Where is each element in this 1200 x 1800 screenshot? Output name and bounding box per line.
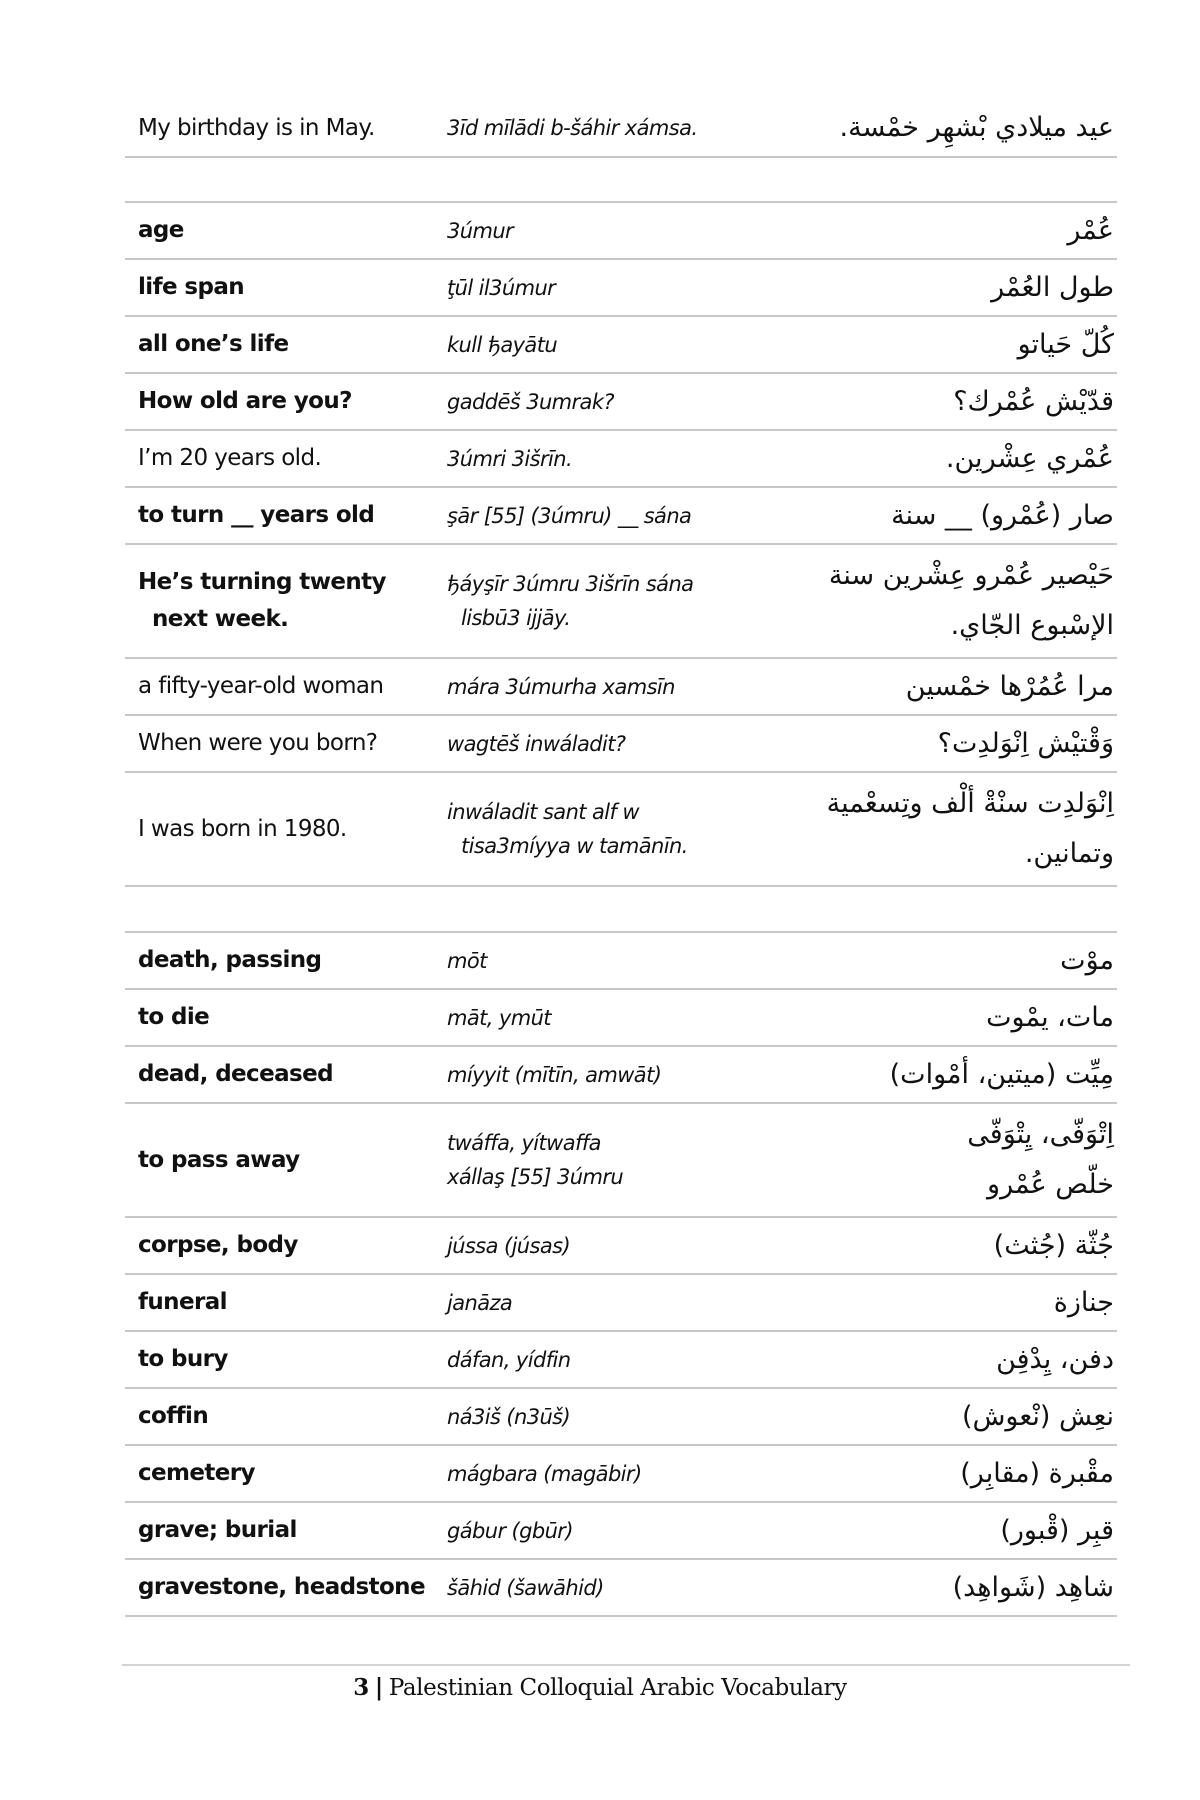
table-row — [125, 488, 1117, 545]
transliteration-cell — [447, 1343, 787, 1377]
arabic-cell — [787, 1221, 1117, 1271]
transliteration-line: ђáyşīr 3úmru 3išrīn sána — [447, 572, 694, 596]
transliteration-cell — [447, 1058, 787, 1092]
arabic-line: مِيِّت (ميتين، أمْوات) — [889, 1058, 1114, 1090]
transliteration-cell — [447, 328, 787, 362]
english-line: next week. — [152, 606, 289, 632]
arabic-line: اِنْوَلدِت سنْةْ ألْف وتِسعْمية — [826, 788, 1114, 819]
table-row — [125, 990, 1117, 1047]
transliteration-line: xállaş [55] 3úmru — [447, 1165, 624, 1189]
table-row — [125, 317, 1117, 374]
transliteration-cell — [447, 1001, 787, 1035]
english-line: He’s turning twenty — [138, 569, 386, 595]
english-cell: grave; burial — [138, 1517, 297, 1543]
transliteration-cell — [447, 795, 787, 863]
arabic-line: وتمانين. — [1024, 838, 1114, 869]
arabic-line: جُثّة (جُثث) — [993, 1229, 1114, 1261]
transliteration-cell — [447, 271, 787, 305]
table-row — [125, 1218, 1117, 1275]
transliteration-line: janāza — [447, 1290, 513, 1315]
arabic-line: وَقْتيْش اِنْوَلدِت؟ — [937, 727, 1114, 759]
arabic-cell — [787, 1449, 1117, 1499]
transliteration-line: inwáladit sant alf w — [447, 800, 639, 824]
table-row — [125, 431, 1117, 488]
arabic-line: عُمْر — [1067, 214, 1114, 246]
transliteration-line: gaddēš 3umrak? — [447, 389, 614, 414]
arabic-cell — [787, 719, 1117, 769]
transliteration-cell — [447, 385, 787, 419]
transliteration-line: 3úmri 3išrīn. — [447, 446, 573, 471]
arabic-line: قدّيْش عُمْرك؟ — [953, 385, 1114, 417]
table-row — [125, 716, 1117, 773]
transliteration-cell — [447, 214, 787, 248]
english-cell: How old are you? — [138, 388, 352, 414]
arabic-cell: عيد ميلادي بْشهِر خمْسة. — [839, 112, 1114, 143]
transliteration-cell — [447, 1571, 787, 1605]
arabic-line: مرا عُمُرْها خمْسين — [905, 670, 1114, 702]
arabic-line: حَيْصير عُمْرو عِشْرين سنة — [828, 560, 1114, 591]
table-row — [125, 1104, 1117, 1218]
transliteration-line: jússa (júsas) — [447, 1233, 571, 1258]
transliteration-cell — [447, 1514, 787, 1548]
english-cell: gravestone, headstone — [138, 1574, 425, 1600]
arabic-line: عُمْري عِشْرين. — [945, 442, 1114, 474]
arabic-line: كُلّ حَياتو — [1017, 328, 1114, 360]
english-cell: corpse, body — [138, 1232, 298, 1258]
english-cell: coffin — [138, 1403, 209, 1429]
arabic-cell — [787, 263, 1117, 313]
transliteration-cell — [447, 944, 787, 978]
death-vocabulary-table — [125, 931, 1117, 1617]
page-number: 3 — [353, 1674, 369, 1701]
footer-divider — [122, 1664, 1130, 1666]
arabic-cell — [787, 320, 1117, 370]
transliteration-cell — [447, 1126, 787, 1194]
english-cell: to die — [138, 1004, 210, 1030]
transliteration-cell — [447, 1457, 787, 1491]
english-cell: age — [138, 217, 184, 243]
arabic-line: نعِش (نْعوش) — [961, 1400, 1114, 1432]
transliteration-cell — [447, 1400, 787, 1434]
arabic-line: اِتْوَفّى، يِتْوَفّى — [967, 1119, 1114, 1150]
english-cell: death, passing — [138, 947, 322, 973]
arabic-cell — [787, 993, 1117, 1043]
table-row — [125, 773, 1117, 887]
arabic-line: شاهِد (شَواهِد) — [952, 1571, 1114, 1603]
table-row — [125, 545, 1117, 659]
english-cell: a fifty-year-old woman — [138, 673, 384, 699]
transliteration-line: twáffa, yítwaffa — [447, 1131, 601, 1155]
arabic-line: طول العُمْر — [991, 271, 1114, 303]
arabic-cell — [787, 377, 1117, 427]
transliteration-line: şār [55] (3úmru) __ sána — [447, 503, 692, 528]
english-cell: I’m 20 years old. — [138, 445, 322, 471]
arabic-cell — [787, 206, 1117, 256]
arabic-line: الإسْبوع الجّاي. — [950, 610, 1114, 641]
transliteration-line: lisbū3 ijjāy. — [461, 606, 571, 630]
arabic-line: قبِر (قْبور) — [1000, 1514, 1114, 1546]
transliteration-line: tisa3míyya w tamānīn. — [461, 834, 688, 858]
arabic-cell — [787, 434, 1117, 484]
transliteration-cell — [447, 727, 787, 761]
footer-separator: | — [374, 1674, 383, 1701]
transliteration-line: ná3iš (n3ūš) — [447, 1404, 571, 1429]
english-cell: dead, deceased — [138, 1061, 333, 1087]
arabic-line: خلّص عُمْرو — [987, 1169, 1114, 1200]
arabic-cell — [787, 1110, 1117, 1210]
transliteration-line: 3úmur — [447, 218, 514, 243]
table-row — [125, 1332, 1117, 1389]
transliteration-line: kull ђayātu — [447, 332, 558, 357]
english-cell: to pass away — [138, 1146, 300, 1173]
arabic-line: صار (عُمْرو) __ سنة — [891, 499, 1114, 531]
table-row — [125, 100, 1117, 158]
arabic-cell — [787, 1563, 1117, 1613]
table-row — [125, 1560, 1117, 1617]
arabic-line: مقْبرة (مقابِر) — [960, 1457, 1114, 1489]
arabic-line: جنازة — [1053, 1286, 1114, 1318]
book-title: Palestinian Colloquial Arabic Vocabulary — [388, 1675, 847, 1701]
transliteration-line: māt, ymūt — [447, 1005, 551, 1030]
arabic-cell — [787, 1335, 1117, 1385]
page-footer — [0, 1672, 1200, 1704]
age-vocabulary-table — [125, 201, 1117, 887]
table-row — [125, 1389, 1117, 1446]
table-row — [125, 933, 1117, 990]
table-row — [125, 1503, 1117, 1560]
transliteration-line: wagtēš inwáladit? — [447, 731, 626, 756]
arabic-line: موْت — [1060, 944, 1114, 976]
arabic-line: مات، يمْوت — [986, 1001, 1114, 1033]
english-cell — [125, 564, 447, 638]
transliteration-cell: 3īd mīlādi b-šáhir xámsa. — [447, 116, 698, 140]
arabic-cell — [787, 491, 1117, 541]
table-row — [125, 260, 1117, 317]
transliteration-cell — [447, 442, 787, 476]
english-cell: life span — [138, 274, 245, 300]
arabic-cell — [787, 1278, 1117, 1328]
transliteration-line: dáfan, yídfin — [447, 1347, 571, 1372]
table-row — [125, 1275, 1117, 1332]
transliteration-cell — [447, 567, 787, 635]
transliteration-line: mōt — [447, 948, 487, 973]
arabic-cell — [787, 1050, 1117, 1100]
transliteration-cell — [447, 1286, 787, 1320]
transliteration-line: mára 3úmurha xamsīn — [447, 674, 675, 699]
transliteration-cell — [447, 670, 787, 704]
arabic-cell — [787, 1392, 1117, 1442]
arabic-cell — [787, 662, 1117, 712]
arabic-cell — [787, 1506, 1117, 1556]
english-cell: all one’s life — [138, 331, 289, 357]
table-row — [125, 203, 1117, 260]
english-cell: When were you born? — [138, 730, 378, 756]
table-row — [125, 374, 1117, 431]
english-cell: to bury — [138, 1346, 228, 1372]
english-cell: I was born in 1980. — [138, 815, 347, 842]
english-cell: My birthday is in May. — [138, 114, 375, 141]
table-row — [125, 659, 1117, 716]
arabic-line: دفن، يِدْفِن — [996, 1343, 1114, 1375]
transliteration-line: ţūl il3úmur — [447, 275, 556, 300]
arabic-cell — [787, 936, 1117, 986]
english-cell: cemetery — [138, 1460, 255, 1486]
english-cell: to turn __ years old — [138, 502, 375, 528]
arabic-cell — [787, 551, 1117, 651]
transliteration-line: gábur (gbūr) — [447, 1518, 573, 1543]
arabic-cell — [787, 779, 1117, 879]
table-row — [125, 1446, 1117, 1503]
transliteration-line: šāhid (šawāhid) — [447, 1575, 604, 1600]
intro-table — [125, 100, 1117, 158]
transliteration-line: míyyit (mītīn, amwāt) — [447, 1062, 662, 1087]
transliteration-cell — [447, 1229, 787, 1263]
transliteration-cell — [447, 499, 787, 533]
english-cell: funeral — [138, 1289, 227, 1315]
transliteration-line: mágbara (magābir) — [447, 1461, 642, 1486]
table-row — [125, 1047, 1117, 1104]
